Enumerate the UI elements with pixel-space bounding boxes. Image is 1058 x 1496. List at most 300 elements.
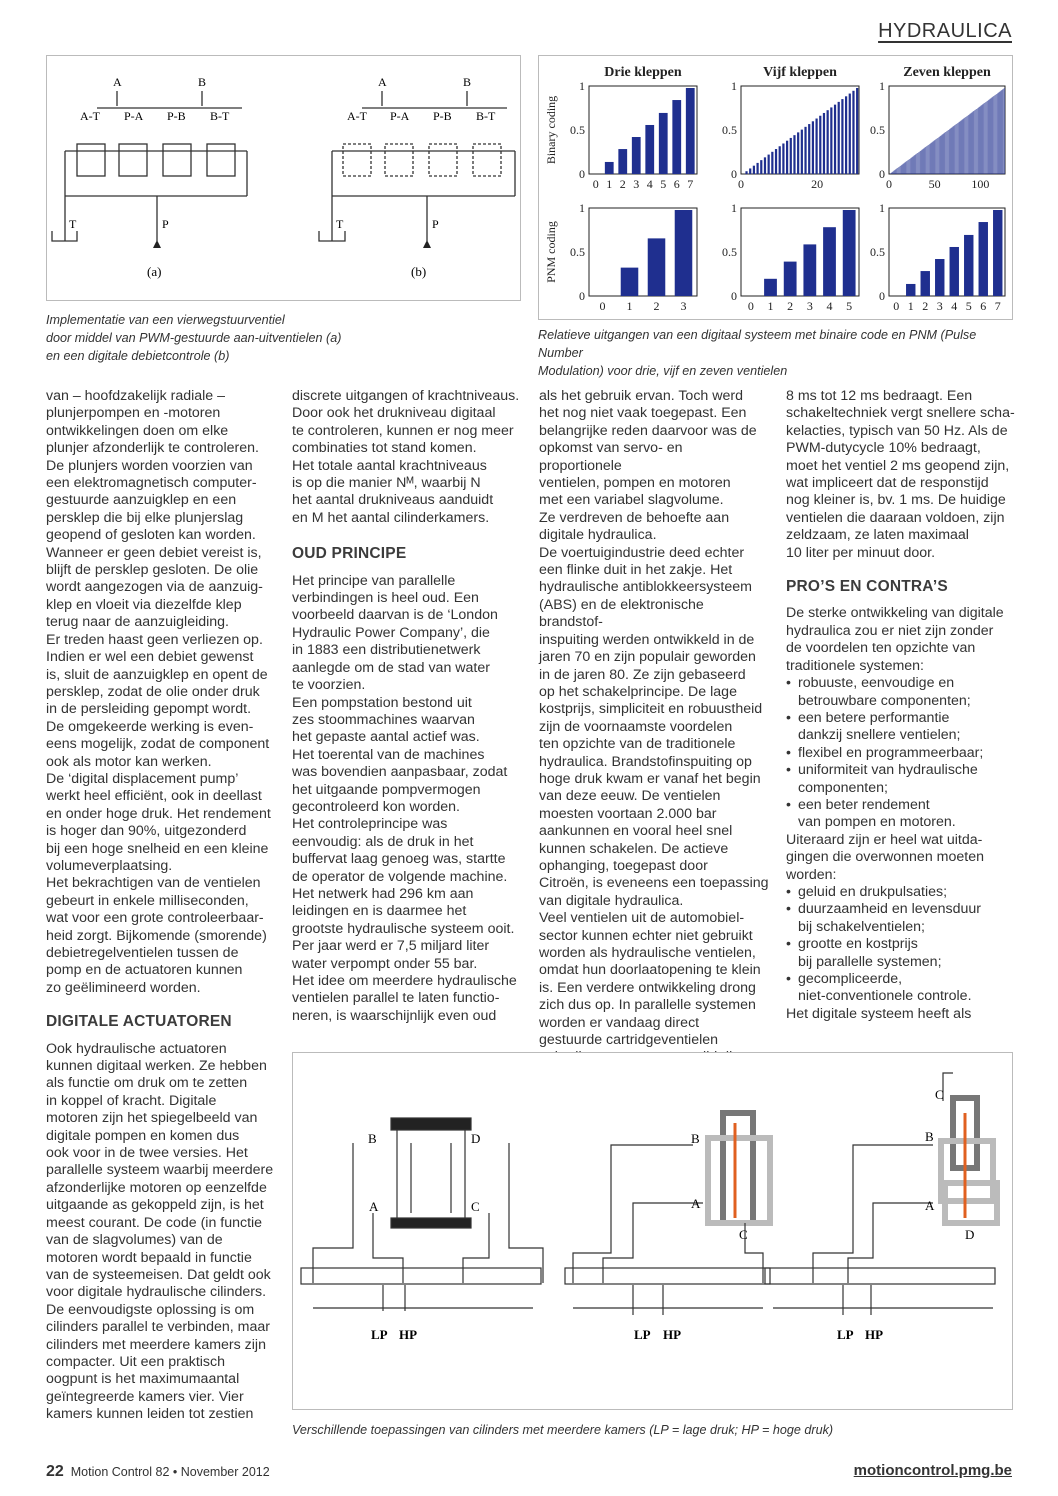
col1-paragraph: Ook hydraulische actuatoren kunnen digitaal werken. Ze hebben als functie om druk om te zetten in koppel of kracht. Digitale motoren zijn het spiegelbeeld van digitale pompen en komen dus ook voor in de twee versies. Het parallelle systeem waarbij meerdere afzonderlijke motoren op eenzelfde uitgaande as gekoppeld zijn, is het meest courant. De code (in functie van de slagvolumes) van de motoren wordt bepaald in functie van de systeemeisen. Dat geldt ook voor digitale hydraulische cilinders. De eenvoudigste oplossing is om cilinders parallel te verbinden, maar cilinders met meerdere kamers zijn compacter. Uit een praktisch oogpunt is het maximumaantal geïntegreerde kamers vier. Vier kamers kunnen leiden tot zestien	[46, 1040, 274, 1423]
column-2	[292, 388, 522, 1025]
chart-bar	[843, 210, 856, 296]
chart-bar	[910, 158, 911, 174]
chart-xtick-label: 6	[980, 299, 987, 313]
chart-bar	[686, 88, 695, 174]
pros-list	[786, 675, 1016, 832]
chart-bar	[970, 114, 971, 174]
chart-bar	[931, 143, 932, 174]
chart-bar	[978, 108, 979, 174]
chart-frame	[741, 208, 859, 296]
chart-bar	[801, 130, 803, 174]
chart-bar	[917, 153, 918, 174]
chart-bar	[1004, 88, 1005, 174]
label-p-left: P	[162, 217, 169, 231]
footer-url[interactable]: motioncontrol.pmg.be	[853, 1462, 1012, 1479]
chart-bar	[992, 97, 993, 174]
figure3-caption: Verschillende toepassingen van cilinders met meerdere kamers (LP = lage druk; HP = hoge druk)	[292, 1423, 834, 1437]
chart-xtick-label: 3	[806, 299, 813, 313]
label-bt-left: B-T	[210, 109, 230, 123]
chart-bar	[936, 139, 937, 174]
chart-bar	[797, 132, 799, 174]
chart-bar	[945, 132, 946, 174]
chart-xtick-label: 4	[951, 299, 958, 313]
col2-paragraph: discrete uitgangen of krachtniveaus. Door ook het drukniveau digitaal te controleren, kunnen er nog meer combinaties tot stand komen. Het totale aantal krachtniveaus is op die manier Nᴹ, waarbij N het aantal drukniveaus aanduidt en M het aantal cilinderkamers.	[292, 388, 520, 526]
chart-bar	[940, 136, 941, 174]
chart-ytick-label: 0	[731, 167, 737, 181]
list-item: • duurzaamheid en levensduur bij schakelventielen;	[786, 901, 1016, 936]
figure1-caption-line: door middel van PWM-gestuurde aan-uitventielen (a)	[46, 331, 342, 345]
chart-bar	[648, 238, 666, 296]
chart-bar	[1001, 91, 1002, 174]
chart-bar	[793, 135, 795, 174]
figure2-caption-line: Relatieve uitgangen van een digitaal systeem met binaire code en PNM (Pulse Number	[538, 328, 977, 360]
chart-bar	[933, 141, 934, 174]
chart-bar	[764, 157, 766, 174]
chart-bar	[812, 121, 814, 174]
chart-ytick-label: 0	[879, 289, 885, 303]
chart-bar	[990, 99, 991, 174]
chart-bar	[790, 138, 792, 174]
chart-xtick-label: 3	[680, 299, 687, 313]
figure1-caption	[46, 311, 521, 365]
chart-xtick-label: 0	[738, 177, 744, 191]
chart-bar	[980, 106, 981, 174]
list-item: • uniformiteit van hydraulische componenten;	[786, 762, 1016, 797]
chart-bar	[954, 125, 955, 174]
chart-bar	[764, 279, 777, 296]
chart-xtick-label: 0	[893, 299, 900, 313]
chart-ylabel: Binary coding	[544, 95, 558, 165]
chart-title: Zeven kleppen	[903, 65, 991, 80]
chart-bar	[967, 116, 968, 174]
figure1-caption-line: Implementatie van een vierwegstuurventiel	[46, 313, 285, 327]
figure2-caption	[538, 326, 1018, 380]
chart-bar	[830, 107, 832, 174]
label-b-cyl3: B	[925, 1129, 934, 1144]
list-item: • geluid en drukpulsaties;	[786, 884, 1016, 901]
chart-bar	[897, 168, 898, 174]
label-a-sub: (a)	[147, 264, 162, 279]
chart-bar	[937, 138, 938, 174]
label-at-left: A-T	[80, 109, 100, 123]
chart-bar	[951, 128, 952, 174]
chart-bar	[966, 116, 967, 174]
heading-oud-principe: OUD PRINCIPE	[292, 545, 407, 563]
chart-bar	[920, 151, 921, 174]
label-pa-left: P-A	[124, 109, 144, 123]
chart-bar	[618, 149, 627, 174]
chart-bar	[974, 110, 975, 174]
chart-bar	[841, 99, 843, 174]
chart-ytick-label: 1	[579, 79, 585, 93]
chart-bar	[934, 141, 935, 174]
chart-ytick-label: 1	[879, 79, 885, 93]
chart-bar	[756, 163, 758, 174]
chart-bar	[998, 93, 999, 174]
chart-bar	[856, 88, 858, 174]
label-a-cyl3: A	[925, 1198, 935, 1213]
chart-bar	[923, 149, 924, 174]
chart-bar	[961, 121, 962, 174]
chart-bar	[928, 145, 929, 174]
chart-bar	[760, 160, 762, 174]
figure2-caption-line: Modulation) voor drie, vijf en zeven ventielen	[538, 364, 788, 378]
chart-title: Vijf kleppen	[763, 65, 837, 80]
label-c-cyl1: C	[471, 1199, 480, 1214]
chart-bar	[916, 154, 917, 174]
chart-bar	[919, 152, 920, 174]
chart-bar	[935, 139, 936, 174]
label-t-left: T	[69, 217, 77, 231]
chart-bar	[976, 109, 977, 174]
chart-bar	[987, 101, 988, 174]
chart-xtick-label: 3	[936, 299, 943, 313]
chart-bar	[992, 97, 993, 174]
issue-info: Motion Control 82 • November 2012	[70, 1465, 270, 1479]
chart-bar	[918, 152, 919, 174]
chart-ytick-label: 0.5	[722, 123, 737, 137]
chart-bar	[925, 147, 926, 174]
chart-xtick-label: 2	[922, 299, 929, 313]
chart-bar	[808, 124, 810, 174]
chart-bar	[925, 148, 926, 174]
cylinder-figure	[292, 1052, 1013, 1410]
label-lp-cyl3: LP	[837, 1327, 854, 1342]
list-item: • flexibel en programmeerbaar;	[786, 745, 1016, 762]
label-t-right: T	[336, 217, 344, 231]
column-3	[539, 388, 769, 1067]
list-item: • een beter rendement van pompen en motoren.	[786, 797, 1016, 832]
chart-bar	[894, 171, 895, 174]
chart-bar	[950, 247, 959, 296]
chart-bar	[898, 167, 899, 174]
chart-bar	[973, 112, 974, 174]
col4-paragraph: Het digitale systeem heeft als	[786, 1005, 972, 1022]
chart-ytick-label: 1	[879, 201, 885, 215]
chart-bar	[672, 100, 681, 174]
chart-bar	[749, 168, 751, 174]
chart-bar	[997, 93, 998, 174]
chart-bar	[913, 156, 914, 174]
chart-xtick-label: 3	[633, 177, 640, 191]
col4-paragraph: De sterke ontwikkeling van digitale hydraulica zou er niet zijn zonder de voordelen ten opzichte van traditionele systemen:	[786, 605, 1004, 674]
chart-bar	[819, 116, 821, 174]
chart-bar	[904, 163, 905, 174]
label-lp-cyl1: LP	[371, 1327, 388, 1342]
chart-bar	[838, 102, 840, 174]
label-pa-right: P-A	[390, 109, 410, 123]
chart-bar	[753, 166, 755, 174]
chart-bar	[909, 159, 910, 174]
chart-xtick-label: 1	[907, 299, 914, 313]
section-tag: HYDRAULICA	[878, 20, 1012, 42]
chart-bar	[775, 149, 777, 174]
label-b-cyl2: B	[691, 1131, 700, 1146]
chart-bar	[999, 92, 1000, 174]
label-p-right: P	[432, 217, 439, 231]
chart-bar	[891, 173, 892, 174]
col4-paragraph: 8 ms tot 12 ms bedraagt. Een schakeltechniek vergt snellere scha- kelacties, typisch van 50 Hz. Als de PWM-dutycycle 10% bedraagt, moet het ventiel 2 ms geopend zijn, wat impliceert dat de responstijd nog kleiner is, bv. 1 ms. De huidige ventielen die daaraan voldoen, zijn zeldzaam, ze laten maximaal 10 liter per minuut door.	[786, 388, 1015, 561]
chart-ytick-label: 0.5	[870, 123, 885, 137]
chart-bar	[907, 160, 908, 174]
label-a-cyl1: A	[369, 1199, 379, 1214]
list-item: • een betere performantie dankzij snellere ventielen;	[786, 710, 1016, 745]
figure1-caption-line: en een digitale debietcontrole (b)	[46, 349, 230, 363]
chart-bar	[890, 173, 891, 174]
chart-ytick-label: 1	[731, 79, 737, 93]
footer-issue	[46, 1463, 270, 1481]
chart-bar	[845, 96, 847, 174]
chart-xtick-label: 4	[826, 299, 833, 313]
chart-xtick-label: 50	[928, 177, 941, 191]
chart-bar	[964, 235, 973, 296]
chart-bar	[938, 137, 939, 174]
chart-bar	[906, 161, 907, 174]
chart-bar	[903, 164, 904, 174]
chart-bar	[942, 135, 943, 174]
chart-bar	[779, 146, 781, 174]
chart-bar	[895, 170, 896, 174]
chart-bar	[915, 154, 916, 174]
cylinder-figure-svg	[293, 1053, 1012, 1409]
chart-bar	[972, 112, 973, 174]
chart-ytick-label: 0	[731, 289, 737, 303]
chart-xtick-label: 0	[747, 299, 754, 313]
chart-bar	[950, 129, 951, 174]
coding-charts-svg	[539, 56, 1012, 319]
chart-bar	[926, 146, 927, 174]
chart-bar	[803, 244, 816, 296]
chart-bar	[659, 113, 668, 174]
chart-title: Drie kleppen	[604, 65, 682, 80]
chart-bar	[984, 103, 985, 174]
chart-bar	[979, 107, 980, 174]
chart-bar	[939, 137, 940, 174]
chart-xtick-label: 7	[687, 177, 694, 191]
chart-bar	[1002, 89, 1003, 174]
chart-bar	[893, 171, 894, 174]
chart-bar	[944, 133, 945, 174]
chart-ytick-label: 0.5	[570, 123, 585, 137]
chart-bar	[944, 133, 945, 174]
chart-bar	[964, 118, 965, 174]
chart-bar	[960, 121, 961, 174]
chart-xtick-label: 7	[994, 299, 1001, 313]
chart-ytick-label: 0.5	[870, 245, 885, 259]
chart-ytick-label: 1	[731, 201, 737, 215]
chart-bar	[993, 210, 1002, 296]
chart-bar	[914, 156, 915, 174]
chart-bar	[902, 165, 903, 174]
label-hp-cyl1: HP	[399, 1327, 418, 1342]
label-b-right: B	[463, 75, 472, 89]
label-d-cyl3: D	[965, 1227, 975, 1242]
chart-xtick-label: 2	[787, 299, 794, 313]
chart-bar	[922, 150, 923, 174]
chart-bar	[985, 102, 986, 174]
chart-bar	[899, 167, 900, 174]
chart-bar	[963, 118, 964, 174]
chart-xtick-label: 1	[767, 299, 774, 313]
chart-bar	[929, 144, 930, 174]
col3-paragraph: als het gebruik ervan. Toch werd het nog niet vaak toegepast. Een belangrijke reden daarvoor was de opkomst van servo- en proportionele ventielen, pompen en motoren met een variabel slagvolume. Ze verdreven de behoefte aan digitale hydraulica. De voertuigindustrie deed echter een flinke duit in het zakje. Het hydraulische antiblokkeersysteem (ABS) en de elektronische brandstof- inspuiting werden ontwikkeld in de jaren 70 en zijn populair geworden in de jaren 80. Ze zijn gebaseerd op het schakelprincipe. De lage kostprijs, simpliciteit en robuustheid zijn de voornaamste voordelen ten opzichte van de traditionele hydraulica. Brandstofinspuiting op hoge druk kwam er vanaf het begin van deze eeuw. De ventielen moesten voortaan 2.000 bar aankunnen en vooral heel snel kunnen schakelen. De actieve ophanging, toegepast door Citroën, is eveneens een toepassing van digitale hydraulica. Veel ventielen uit de automobiel- sector kunnen echter niet gebruikt worden als hydraulische ventielen, omdat hun doorlaatopening te klein is. Een verdere ontwikkeling drong zich dus op. In parallelle systemen worden er vandaag direct gestuurde cartridgeventielen	[539, 388, 769, 1049]
chart-bar	[952, 127, 953, 174]
chart-bar	[784, 262, 797, 296]
chart-bar	[995, 95, 996, 174]
chart-bar	[849, 94, 851, 174]
chart-ytick-label: 0	[879, 167, 885, 181]
chart-bar	[905, 162, 906, 174]
chart-ytick-label: 0	[579, 167, 585, 181]
chart-bar	[956, 124, 957, 174]
chart-bar	[973, 111, 974, 174]
chart-xtick-label: 1	[626, 299, 633, 313]
chart-bar	[941, 135, 942, 174]
label-a-left: A	[113, 75, 122, 89]
chart-bar	[632, 137, 641, 174]
chart-bar	[977, 108, 978, 174]
chart-bar	[827, 110, 829, 174]
chart-bar	[943, 134, 944, 174]
chart-xtick-label: 4	[646, 177, 653, 191]
chart-bar	[983, 104, 984, 174]
valve-schematic-figure	[46, 55, 521, 301]
label-at-right: A-T	[347, 109, 367, 123]
chart-bar	[953, 127, 954, 174]
chart-bar	[948, 130, 949, 174]
chart-bar	[892, 172, 893, 174]
label-lp-cyl2: LP	[634, 1327, 651, 1342]
chart-bar	[605, 162, 614, 174]
chart-ylabel: PNM coding	[544, 221, 558, 283]
chart-bar	[915, 155, 916, 174]
chart-bar	[949, 129, 950, 174]
chart-bar	[975, 110, 976, 174]
chart-bar	[852, 91, 854, 174]
chart-xtick-label: 5	[660, 177, 667, 191]
chart-ytick-label: 0.5	[570, 245, 585, 259]
list-item: • gecompliceerde, niet-conventionele controle.	[786, 971, 1016, 1006]
label-hp-cyl2: HP	[663, 1327, 682, 1342]
chart-bar	[955, 125, 956, 174]
chart-bar	[991, 98, 992, 174]
chart-bar	[921, 150, 922, 174]
chart-bar	[968, 115, 969, 174]
list-item: • grootte en kostprijs bij parallelle systemen;	[786, 936, 1016, 971]
chart-xtick-label: 2	[619, 177, 626, 191]
chart-bar	[979, 222, 988, 296]
chart-bar	[745, 171, 747, 174]
chart-xtick-label: 1	[606, 177, 613, 191]
chart-bar	[965, 117, 966, 174]
chart-xtick-label: 2	[653, 299, 660, 313]
chart-xtick-label: 100	[971, 177, 990, 191]
chart-bar	[900, 166, 901, 174]
chart-xtick-label: 0	[599, 299, 606, 313]
column-4	[786, 388, 1016, 1023]
label-hp-cyl3: HP	[865, 1327, 884, 1342]
chart-bar	[947, 131, 948, 174]
chart-bar	[969, 114, 970, 174]
chart-bar	[927, 146, 928, 174]
chart-bar	[834, 105, 836, 174]
chart-ytick-label: 1	[579, 201, 585, 215]
column-1	[46, 388, 276, 1424]
chart-bar	[958, 123, 959, 174]
chart-bar	[804, 127, 806, 174]
chart-bar	[971, 113, 972, 174]
chart-bar	[675, 210, 693, 296]
chart-ytick-label: 0.5	[722, 245, 737, 259]
chart-xtick-label: 20	[811, 177, 824, 191]
chart-bar	[963, 119, 964, 174]
chart-bar	[782, 143, 784, 174]
chart-bar	[645, 125, 654, 174]
chart-bar	[906, 284, 915, 296]
chart-bar	[930, 144, 931, 174]
chart-bar	[823, 113, 825, 174]
chart-bar	[994, 95, 995, 174]
label-a-right: A	[378, 75, 387, 89]
chart-xtick-label: 5	[965, 299, 972, 313]
chart-bar	[934, 140, 935, 174]
chart-bar	[1003, 89, 1004, 174]
chart-xtick-label: 0	[592, 177, 599, 191]
chart-xtick-label: 0	[886, 177, 892, 191]
chart-bar	[954, 126, 955, 174]
chart-bar	[959, 122, 960, 174]
chart-bar	[1000, 91, 1001, 174]
chart-xtick-label: 6	[673, 177, 680, 191]
chart-bar	[935, 259, 944, 296]
chart-bar	[989, 100, 990, 174]
label-a-cyl2: A	[691, 1196, 701, 1211]
chart-bar	[983, 104, 984, 174]
chart-bar	[901, 165, 902, 174]
chart-bar	[912, 157, 913, 174]
chart-bar	[823, 227, 836, 296]
label-d-cyl1: D	[471, 1131, 481, 1146]
label-b-sub: (b)	[411, 264, 427, 279]
label-pb-right: P-B	[433, 109, 452, 123]
chart-bar	[993, 96, 994, 174]
label-c-cyl2: C	[739, 1227, 748, 1242]
chart-bar	[768, 155, 770, 174]
label-pb-left: P-B	[167, 109, 186, 123]
chart-bar	[986, 102, 987, 174]
chart-bar	[982, 105, 983, 174]
chart-bar	[981, 106, 982, 174]
chart-bar	[962, 120, 963, 174]
chart-bar	[921, 271, 930, 296]
chart-bar	[996, 94, 997, 174]
col4-paragraph: Uiteraard zijn er heel wat uitda- gingen die overwonnen moeten worden:	[786, 831, 984, 883]
chart-bar	[924, 148, 925, 174]
chart-bar	[905, 162, 906, 174]
label-b-cyl1: B	[368, 1131, 377, 1146]
heading-digitale-actuatoren: DIGITALE ACTUATOREN	[46, 1013, 232, 1031]
chart-bar	[786, 141, 788, 174]
coding-charts-figure	[538, 55, 1013, 320]
chart-bar	[911, 158, 912, 174]
chart-bar	[896, 169, 897, 174]
chart-ytick-label: 0	[579, 289, 585, 303]
heading-pros-contras: PRO’S EN CONTRA’S	[786, 578, 948, 596]
chart-bar	[771, 152, 773, 174]
chart-xtick-label: 5	[846, 299, 853, 313]
chart-bar	[621, 268, 639, 296]
chart-bar	[957, 123, 958, 174]
